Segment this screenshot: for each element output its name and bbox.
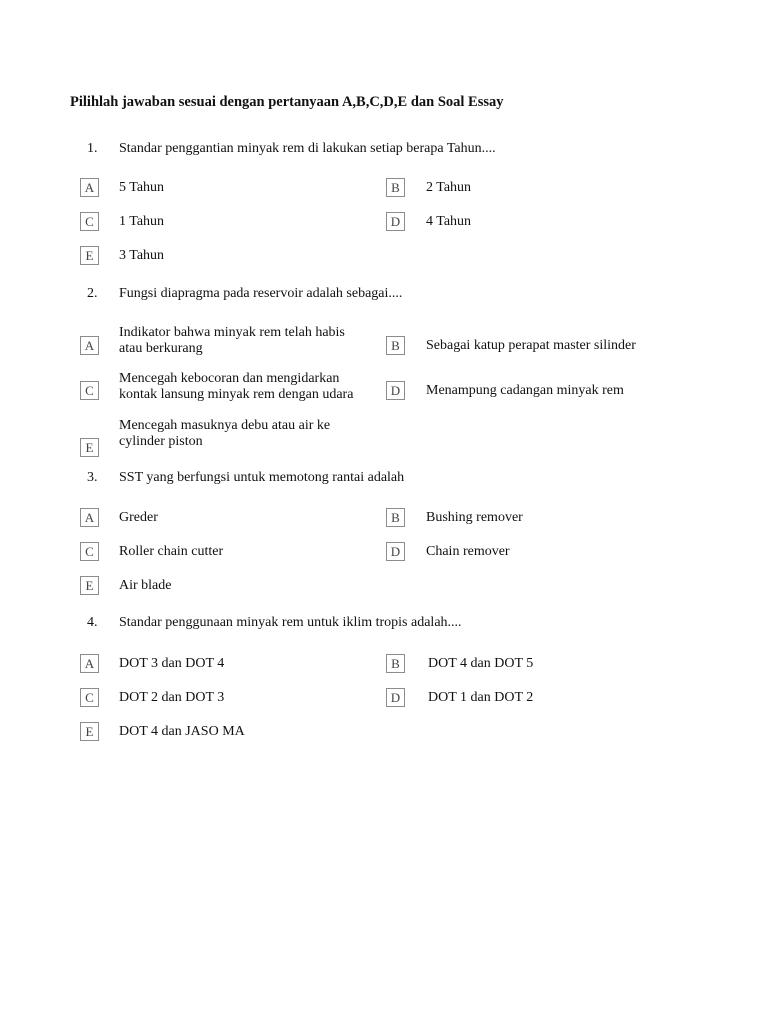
- option-box[interactable]: B: [386, 508, 405, 527]
- option-box[interactable]: E: [80, 246, 99, 265]
- option-box[interactable]: D: [386, 212, 405, 231]
- option-text: 4 Tahun: [426, 214, 472, 229]
- option-box[interactable]: C: [80, 688, 99, 707]
- option-text: 3 Tahun: [119, 248, 165, 263]
- option-text: Air blade: [119, 578, 172, 593]
- page-title: Pilihlah jawaban sesuai dengan pertanyaan A,B,C,D,E dan Soal Essay: [70, 94, 504, 110]
- option-text: Indikator bahwa minyak rem telah habis atau berkurang: [119, 325, 345, 356]
- option-box[interactable]: D: [386, 688, 405, 707]
- question-text: SST yang berfungsi untuk memotong rantai adalah: [119, 470, 405, 485]
- option-box[interactable]: E: [80, 722, 99, 741]
- option-box[interactable]: A: [80, 654, 99, 673]
- option-box[interactable]: E: [80, 438, 99, 457]
- option-text: 5 Tahun: [119, 180, 165, 195]
- option-box[interactable]: B: [386, 654, 405, 673]
- option-box[interactable]: E: [80, 576, 99, 595]
- option-text: Greder: [119, 510, 158, 525]
- question-text: Standar penggantian minyak rem di lakukan setiap berapa Tahun....: [119, 141, 496, 156]
- question-number: 4.: [87, 615, 98, 630]
- option-text: Chain remover: [426, 544, 510, 559]
- option-box[interactable]: D: [386, 542, 405, 561]
- option-text: Mencegah masuknya debu atau air ke cylinder piston: [119, 418, 331, 449]
- option-text: DOT 2 dan DOT 3: [119, 690, 225, 705]
- option-box[interactable]: B: [386, 178, 405, 197]
- option-text: DOT 4 dan DOT 5: [428, 656, 534, 671]
- option-box[interactable]: C: [80, 212, 99, 231]
- option-box[interactable]: A: [80, 336, 99, 355]
- question-number: 2.: [87, 286, 98, 301]
- option-text: Sebagai katup perapat master silinder: [426, 338, 636, 353]
- option-box[interactable]: D: [386, 381, 405, 400]
- option-text: Bushing remover: [426, 510, 523, 525]
- option-text: Mencegah kebocoran dan mengidarkan kontak lansung minyak rem dengan udara: [119, 371, 354, 402]
- option-text: DOT 1 dan DOT 2: [428, 690, 534, 705]
- question-number: 3.: [87, 470, 98, 485]
- option-box[interactable]: B: [386, 336, 405, 355]
- question-text: Standar penggunaan minyak rem untuk iklim tropis adalah....: [119, 615, 462, 630]
- option-text: 1 Tahun: [119, 214, 165, 229]
- option-text: DOT 4 dan JASO MA: [119, 724, 245, 739]
- option-text: Menampung cadangan minyak rem: [426, 383, 624, 398]
- option-text: DOT 3 dan DOT 4: [119, 656, 225, 671]
- option-text: 2 Tahun: [426, 180, 472, 195]
- option-box[interactable]: C: [80, 381, 99, 400]
- option-box[interactable]: C: [80, 542, 99, 561]
- option-box[interactable]: A: [80, 178, 99, 197]
- question-text: Fungsi diapragma pada reservoir adalah sebagai....: [119, 286, 403, 301]
- option-box[interactable]: A: [80, 508, 99, 527]
- option-text: Roller chain cutter: [119, 544, 224, 559]
- question-number: 1.: [87, 141, 98, 156]
